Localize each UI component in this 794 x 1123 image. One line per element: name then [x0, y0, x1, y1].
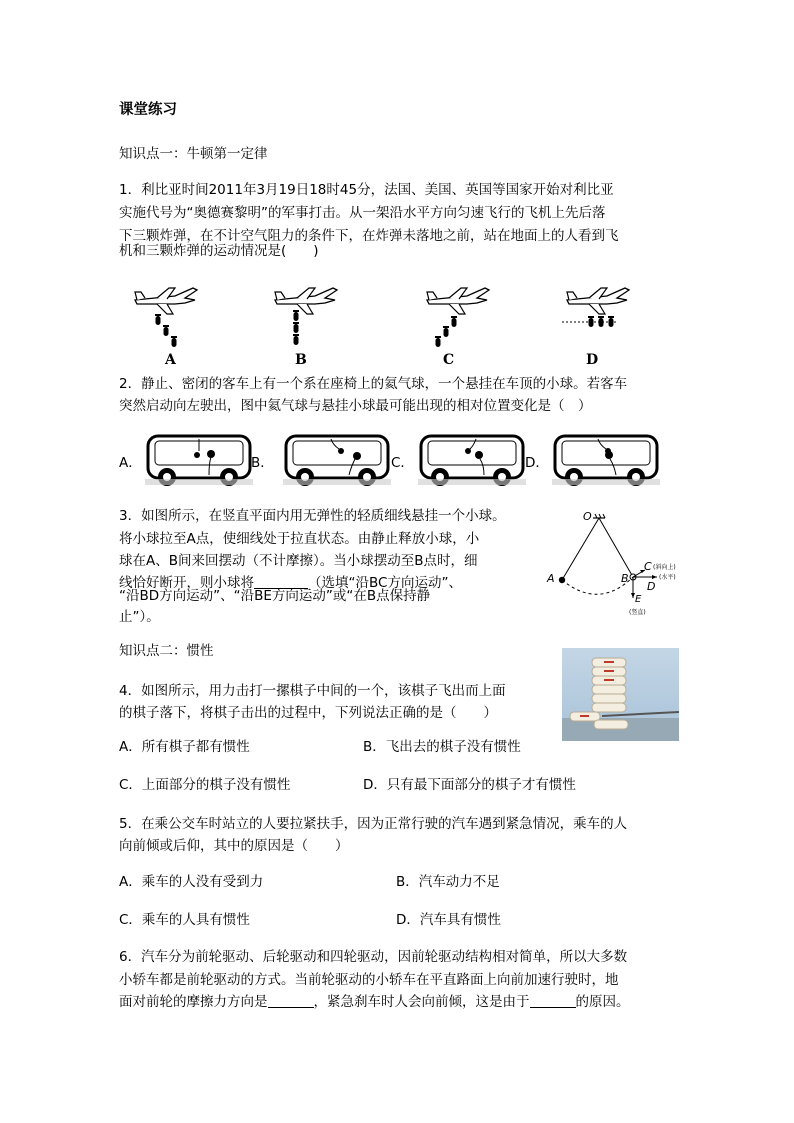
q6-answer-blank-1[interactable]: [268, 993, 314, 1008]
q2-option-d-label: D．: [525, 455, 549, 471]
q3-point-o: O: [583, 510, 592, 523]
q3-point-c: C: [644, 560, 652, 573]
q1-label-b: B: [295, 352, 307, 368]
q3-pendulum-figure: [545, 510, 690, 620]
q2-bus-b: [283, 433, 393, 489]
q6-line-3-start: 面对前轮的摩擦力方向是: [119, 994, 268, 1010]
q3-point-c-note: (斜向上): [653, 564, 676, 571]
q3-point-b: B: [621, 572, 629, 585]
q3-line-1: 3．如图所示，在竖直平面内用无弹性的轻质细线悬挂一个小球。: [119, 508, 506, 524]
q4-checkers-photo: [562, 648, 679, 741]
q1-label-a: A: [165, 352, 176, 368]
q5-option-a: A．乘车的人没有受到力: [119, 874, 264, 890]
q3-line-4-start: 线恰好断开，则小球将: [119, 575, 254, 591]
q2-option-a-label: A．: [119, 455, 142, 471]
q1-line-3: 下三颗炸弹，在不计空气阻力的条件下，在炸弹未落地之前，站在地面上的人看到飞: [119, 228, 619, 244]
q3-point-d: D: [647, 580, 656, 593]
q6-line-1: 6．汽车分为前轮驱动、后轮驱动和四轮驱动，因前轮驱动结构相对简单，所以大多数: [119, 949, 628, 965]
q1-label-d: D: [586, 352, 599, 368]
q4-line-1: 4．如图所示，用力击打一摞棋子中间的一个，该棋子飞出而上面: [119, 683, 506, 699]
q3-line-6: 止”）。: [119, 609, 160, 625]
q6-line-3: [119, 991, 630, 1013]
q1-plane-figure: [130, 280, 650, 370]
q1-line-1: 1．利比亚时间2011年3月19日18时45分，法国、美国、英国等国家开始对利比亚: [119, 182, 614, 198]
option-c-plane: [427, 288, 489, 347]
page-heading: 课堂练习: [119, 102, 177, 118]
section-title-2: 知识点二：惯性: [119, 643, 214, 659]
q2-line-1: 2．静止、密闭的客车上有一个系在座椅上的氦气球，一个悬挂在车顶的小球。若客车: [119, 376, 628, 392]
q4-option-c: C．上面部分的棋子没有惯性: [119, 777, 291, 793]
option-d-plane: [562, 288, 629, 327]
q6-line-3-middle: ，紧急刹车时人会向前倾，这是由于: [313, 994, 530, 1010]
q4-option-b: B．飞出去的棋子没有惯性: [363, 739, 521, 755]
q3-point-a: A: [547, 572, 555, 585]
option-a-plane: [135, 288, 197, 347]
q2-bus-c: [418, 433, 528, 489]
q1-line-4: 机和三颗炸弹的运动情况是( ): [119, 243, 319, 259]
q3-line-3: 球在A、B间来回摆动（不计摩擦）。当小球摆动至B点时，细: [119, 553, 478, 569]
q2-option-c-label: C．: [391, 455, 414, 471]
q6-answer-blank-2[interactable]: [530, 993, 576, 1008]
q2-option-b-label: B．: [251, 455, 274, 471]
q5-line-1: 5．在乘公交车时站立的人要拉紧扶手，因为正常行驶的汽车遇到紧急情况，乘车的人: [119, 816, 628, 832]
q6-line-2: 小轿车都是前轮驱动的方式。当前轮驱动的小轿车在平直路面上向前加速行驶时，地: [119, 972, 619, 988]
q2-bus-a: [145, 433, 255, 489]
q4-option-a: A．所有棋子都有惯性: [119, 739, 250, 755]
q3-line-4-end: （选填“沿BC方向运动”、: [308, 575, 462, 591]
q2-line-2: 突然启动向左驶出，图中氦气球与悬挂小球最可能出现的相对位置变化是（ ）: [119, 398, 592, 414]
q2-bus-d: [552, 433, 662, 489]
section-title-1: 知识点一：牛顿第一定律: [119, 146, 268, 162]
q3-point-e: E: [635, 594, 642, 605]
q3-line-5: “沿BD方向运动”、“沿BE方向运动”或“在B点保持静: [119, 588, 431, 604]
q3-point-e-note: (竖直): [629, 609, 646, 616]
q5-option-d: D．汽车具有惯性: [396, 912, 501, 928]
q5-option-c: C．乘车的人具有惯性: [119, 912, 250, 928]
q5-option-b: B．汽车动力不足: [396, 874, 500, 890]
q3-line-2: 将小球拉至A点，使细线处于拉直状态。由静止释放小球，小: [119, 531, 480, 547]
q1-line-2: 实施代号为“奥德赛黎明”的军事打击。从一架沿水平方向匀速飞行的飞机上先后落: [119, 205, 606, 221]
q3-point-d-note: (水平): [659, 574, 676, 581]
q5-line-2: 向前倾或后仰，其中的原因是（ ）: [119, 838, 349, 854]
q4-option-d: D．只有最下面部分的棋子才有惯性: [363, 777, 576, 793]
option-b-plane: [275, 288, 337, 345]
q6-line-3-end: 的原因。: [575, 994, 630, 1010]
q1-label-c: C: [443, 352, 455, 368]
q4-line-2: 的棋子落下，将棋子击出的过程中，下列说法正确的是（ ）: [119, 705, 497, 721]
